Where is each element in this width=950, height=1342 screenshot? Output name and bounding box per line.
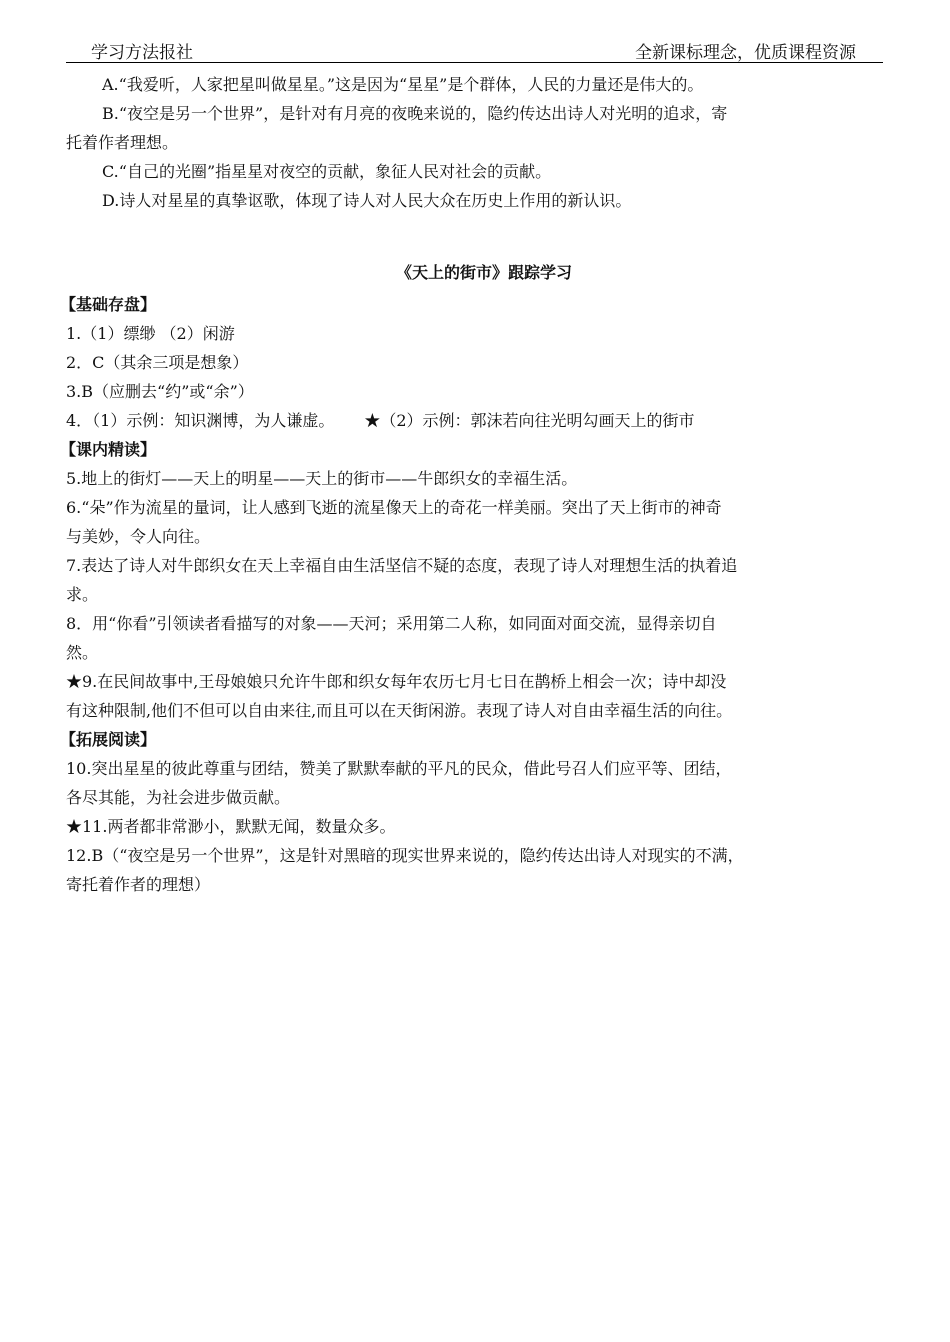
header-divider: [66, 62, 883, 63]
heading-intensive: 【课内精读】: [60, 440, 157, 459]
heading-basic: 【基础存盘】: [60, 295, 157, 314]
header-publisher: 学习方法报社: [91, 43, 193, 63]
answer-9-line2: 有这种限制,他们不但可以自由来往,而且可以在天街闲游。表现了诗人对自由幸福生活的向往。: [66, 701, 733, 720]
answer-1: 1.（1）缥缈 （2）闲游: [66, 324, 235, 343]
heading-extended: 【拓展阅读】: [60, 730, 157, 749]
answer-8-line1: 8．用“你看”引领读者看描写的对象——天河；采用第二人称，如同面对面交流，显得亲切自: [66, 614, 717, 633]
answer-4-part1: 4．（1）示例：知识渊博，为人谦虚。: [66, 411, 335, 430]
option-b-continued: 托着作者理想。: [66, 133, 179, 152]
answer-7-line1: 7.表达了诗人对牛郎织女在天上幸福自由生活坚信不疑的态度，表现了诗人对理想生活的执着追: [66, 556, 738, 575]
option-a: A.“我爱听，人家把星叫做星星。”这是因为“星星”是个群体，人民的力量还是伟大的。: [102, 75, 704, 94]
answer-2: 2．C（其余三项是想象）: [66, 353, 249, 372]
answer-12-line1: 12.B（“夜空是另一个世界”，这是针对黑暗的现实世界来说的，隐约传达出诗人对现实的不满，: [66, 846, 744, 865]
answer-7-line2: 求。: [66, 585, 99, 604]
answer-10-line1: 10.突出星星的彼此尊重与团结，赞美了默默奉献的平凡的民众，借此号召人们应平等、团结，: [66, 759, 732, 778]
answer-12-line2: 寄托着作者的理想）: [66, 875, 211, 894]
answer-4-part2: ★（2）示例：郭沫若向往光明勾画天上的街市: [364, 411, 695, 430]
answer-4: [66, 406, 892, 435]
answer-9-line1: ★9.在民间故事中,王母娘娘只允许牛郎和织女每年农历七月七日在鹊桥上相会一次；诗中却没: [66, 672, 727, 691]
header-slogan: 全新课标理念，优质课程资源: [635, 43, 856, 63]
section-title: 《天上的街市》跟踪学习: [395, 263, 572, 282]
answer-11: ★11.两者都非常渺小，默默无闻，数量众多。: [66, 817, 396, 836]
answer-6-line2: 与美妙，令人向往。: [66, 527, 211, 546]
answer-8-line2: 然。: [66, 643, 99, 662]
option-d: D.诗人对星星的真挚讴歌，体现了诗人对人民大众在历史上作用的新认识。: [102, 191, 632, 210]
answer-6-line1: 6.“朵”作为流星的量词，让人感到飞逝的流星像天上的奇花一样美丽。突出了天上街市的神奇: [66, 498, 722, 517]
answer-3: 3.B（应删去“约”或“余”）: [66, 382, 254, 401]
option-c: C.“自己的光圈”指星星对夜空的贡献，象征人民对社会的贡献。: [102, 162, 552, 181]
answer-5: 5.地上的街灯——天上的明星——天上的街市——牛郎织女的幸福生活。: [66, 469, 578, 488]
answer-10-line2: 各尽其能，为社会进步做贡献。: [66, 788, 291, 807]
document-body: [60, 70, 892, 899]
option-b: B.“夜空是另一个世界”，是针对有月亮的夜晚来说的，隐约传达出诗人对光明的追求，寄: [102, 104, 728, 123]
page-header: [66, 38, 856, 64]
